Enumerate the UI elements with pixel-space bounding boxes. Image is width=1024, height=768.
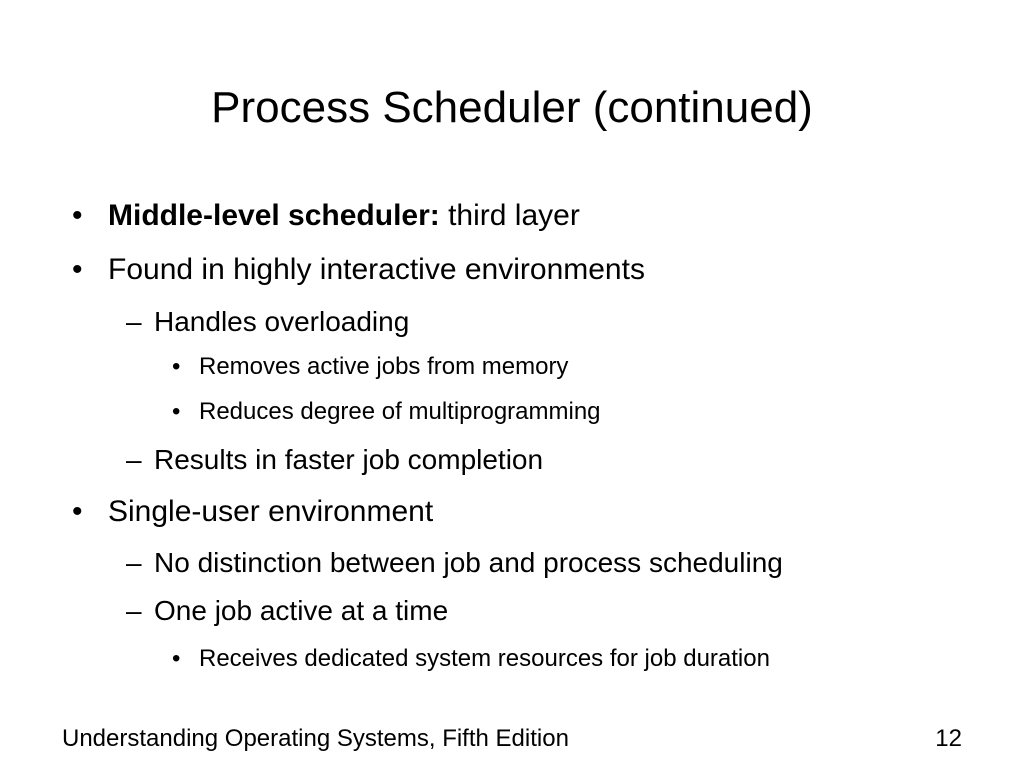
footer-page-number: 12 [935, 725, 962, 752]
bullet-text: One job active at a time [154, 595, 449, 626]
bullet-level2 [0, 443, 1024, 477]
bullet-marker: – [126, 306, 142, 337]
bullet-text: Results in faster job completion [154, 444, 544, 475]
bullet-marker: • [72, 199, 83, 232]
bullet-level1 [0, 494, 1024, 530]
slide-title: Process Scheduler (continued) [211, 83, 813, 132]
bullet-marker: – [126, 595, 142, 626]
bullet-level2 [0, 546, 1024, 580]
bullet-marker: • [172, 398, 181, 425]
bullet-marker: • [172, 353, 181, 380]
bullet-level3 [0, 352, 1024, 382]
bullet-level3 [0, 644, 1024, 674]
bullet-definition: third layer [439, 199, 580, 232]
bullet-marker: • [72, 495, 83, 528]
bullet-text: Removes active jobs from memory [199, 353, 569, 380]
bullet-text: Found in highly interactive environments [108, 253, 645, 286]
bullet-text: Reduces degree of multiprogramming [199, 398, 601, 425]
bullet-text: Single-user environment [108, 495, 434, 528]
bullet-level1 [0, 198, 1024, 234]
bullet-level2 [0, 594, 1024, 628]
bullet-marker: – [126, 444, 142, 475]
bullet-text: Receives dedicated system resources for job duration [199, 645, 770, 672]
bullet-marker: • [72, 253, 83, 286]
bullet-text [108, 198, 580, 234]
bullet-text: No distinction between job and process scheduling [154, 547, 783, 578]
bullet-level1 [0, 252, 1024, 288]
bullet-marker: • [172, 645, 181, 672]
bullet-level3 [0, 397, 1024, 427]
bullet-level2 [0, 305, 1024, 339]
bullet-marker: – [126, 547, 142, 578]
footer-book-title: Understanding Operating Systems, Fifth Edition [62, 725, 569, 752]
bullet-text: Handles overloading [154, 306, 410, 337]
bullet-term: Middle-level scheduler: [108, 199, 440, 232]
